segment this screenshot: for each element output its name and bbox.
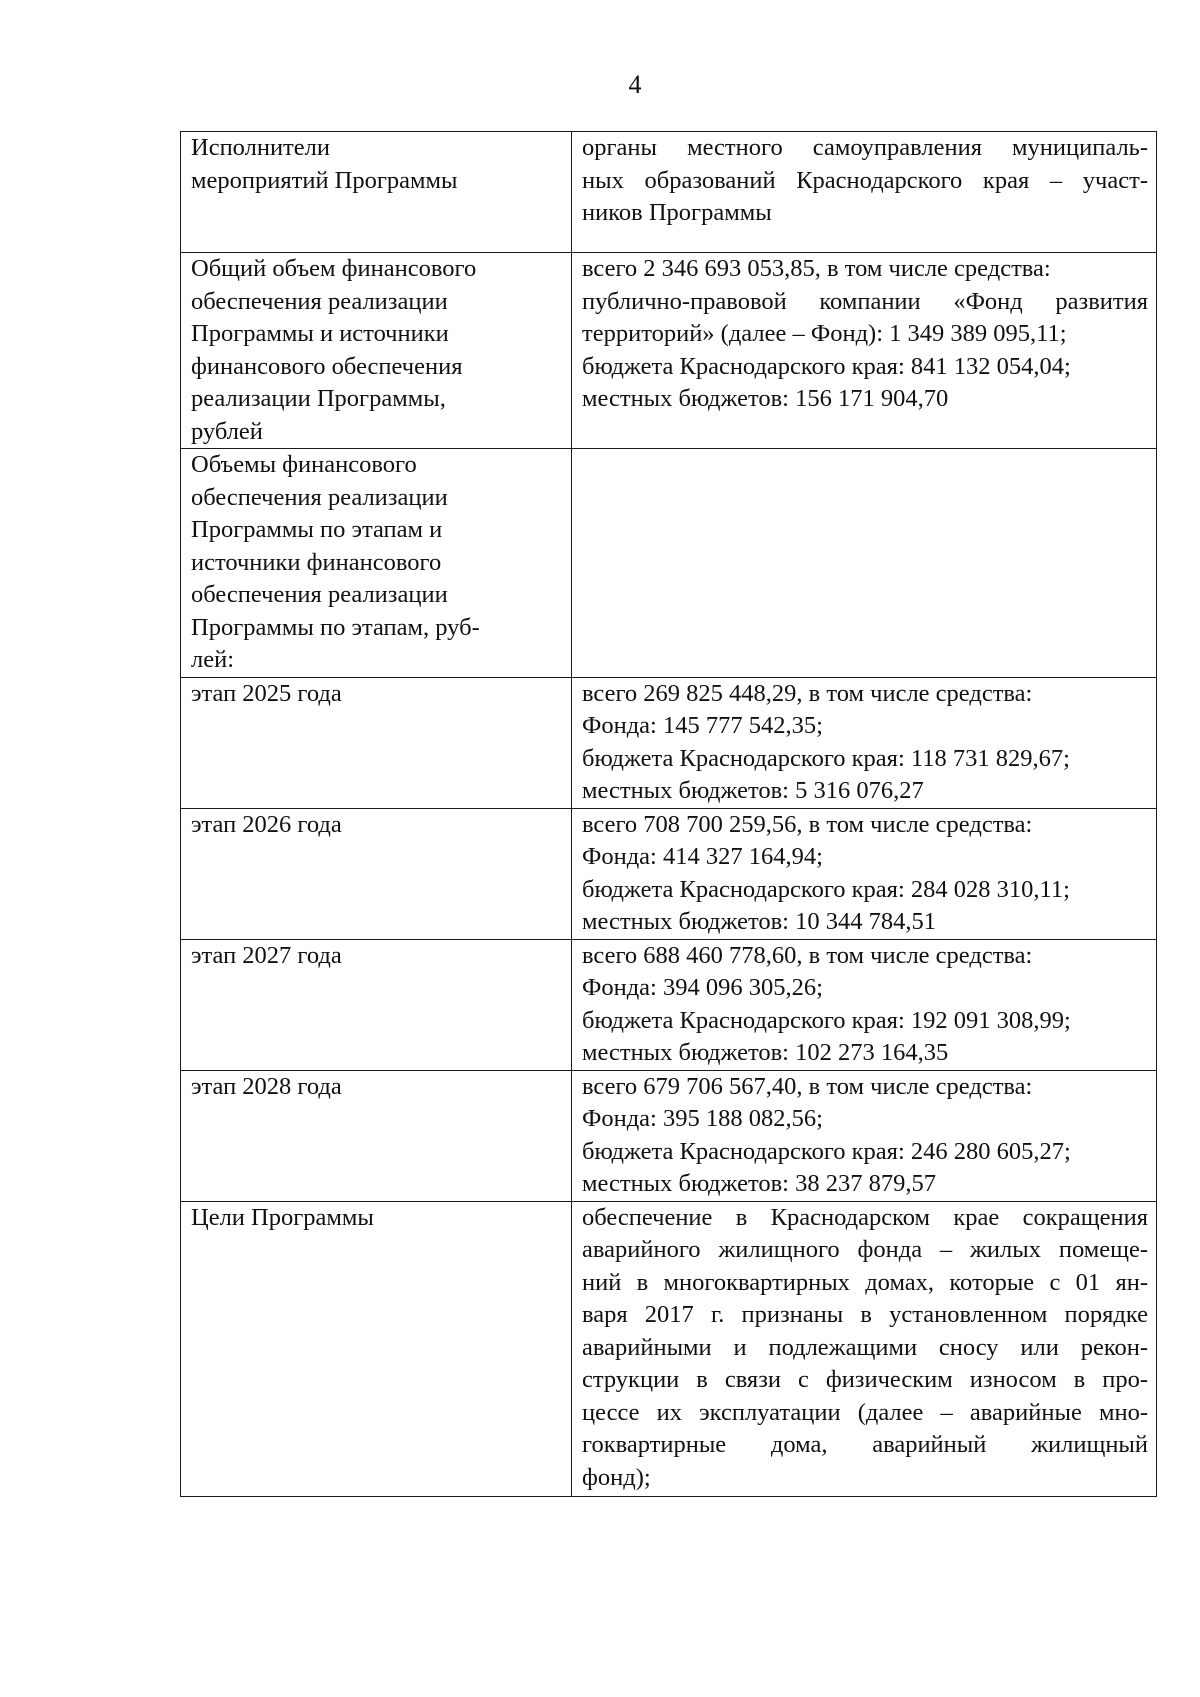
stages-heading-label-line: Объемы финансового (191, 451, 417, 478)
stage-2027-value-line: местных бюджетов: 102 273 164,35 (582, 1039, 949, 1066)
stage-2025-label: этап 2025 года (191, 679, 342, 707)
stage-2027-label: этап 2027 года (191, 941, 342, 969)
goals-value-line: аварийными и подлежащими сносу или рекон- (582, 1333, 1148, 1361)
total-financing-label-line: Программы и источники (191, 320, 449, 347)
total-financing-value-line: публично-правовой компании «Фонд развития (582, 287, 1148, 315)
stage-2028-label-cell (181, 1070, 572, 1201)
stage-2026-value-line: местных бюджетов: 10 344 784,51 (582, 908, 936, 935)
executors-label-cell (181, 132, 572, 253)
stage-2025-value-line: всего 269 825 448,29, в том числе средства: (582, 679, 1033, 707)
goals-value-line: варя 2017 г. признаны в установленном порядке (582, 1301, 1148, 1328)
stage-2026-value-line: всего 708 700 259,56, в том числе средства: (582, 810, 1033, 838)
goals-value-line: цессе их эксплуатации (далее – аварийные мно- (582, 1398, 1148, 1426)
stage-2028-value-cell (572, 1070, 1157, 1201)
goals-value-line: аварийного жилищного фонда – жилых помеще- (582, 1236, 1148, 1263)
total-financing-label-line: реализации Программы, (191, 385, 446, 412)
table-row-executors (181, 132, 1157, 253)
table-row-total-financing (181, 253, 1157, 449)
executors-value-cell (572, 132, 1157, 253)
stage-2025-value-line: Фонда: 145 777 542,35; (582, 712, 823, 739)
table-row-stages-heading (181, 449, 1157, 678)
program-passport-table (180, 131, 1157, 1497)
total-financing-value-line: бюджета Краснодарского края: 841 132 054,04; (582, 352, 1071, 380)
executors-label-line: Исполнители (191, 134, 330, 161)
stage-2028-label: этап 2028 года (191, 1072, 342, 1100)
goals-value-line: фонд); (582, 1463, 651, 1491)
total-financing-label-line: Общий объем финансового (191, 255, 477, 282)
stage-2027-value-cell (572, 939, 1157, 1070)
total-financing-value-line: местных бюджетов: 156 171 904,70 (582, 385, 949, 412)
stages-heading-label-line: лей: (191, 646, 235, 673)
total-financing-value-line: территорий» (далее – Фонд): 1 349 389 095,11; (582, 320, 1067, 347)
total-financing-value-cell (572, 253, 1157, 449)
executors-value-line: органы местного самоуправления муниципаль- (582, 134, 1148, 161)
goals-label-cell (181, 1201, 572, 1496)
stage-2026-label: этап 2026 года (191, 810, 342, 838)
stage-2026-label-cell (181, 808, 572, 939)
stage-2025-value-line: местных бюджетов: 5 316 076,27 (582, 777, 924, 804)
goals-value-line: обеспечение в Краснодарском крае сокращения (582, 1203, 1148, 1231)
total-financing-label-line: рублей (191, 417, 263, 445)
stage-2026-value-cell (572, 808, 1157, 939)
total-financing-label-line: обеспечения реализации (191, 287, 448, 315)
table-row-stage-2027 (181, 939, 1157, 1070)
total-financing-label-line: финансового обеспечения (191, 352, 463, 380)
stage-2028-value-line: всего 679 706 567,40, в том числе средства: (582, 1072, 1033, 1100)
stage-2028-value-line: Фонда: 395 188 082,56; (582, 1105, 823, 1132)
table-row-stage-2025 (181, 677, 1157, 808)
stage-2027-value-line: бюджета Краснодарского края: 192 091 308,99; (582, 1006, 1071, 1034)
goals-label: Цели Программы (191, 1203, 374, 1231)
goals-value-line: струкции в связи с физическим износом в про- (582, 1366, 1148, 1393)
stages-heading-label-line: обеспечения реализации (191, 483, 448, 511)
stage-2027-value-line: Фонда: 394 096 305,26; (582, 974, 823, 1001)
stage-2026-value-line: бюджета Краснодарского края: 284 028 310,11; (582, 875, 1070, 903)
executors-label-line: мероприятий Программы (191, 166, 458, 194)
total-financing-label-cell (181, 253, 572, 449)
table-row-goals (181, 1201, 1157, 1496)
executors-value-line: ников Программы (582, 199, 772, 226)
stage-2028-value-line: бюджета Краснодарского края: 246 280 605,27; (582, 1137, 1071, 1165)
stage-2025-value-cell (572, 677, 1157, 808)
table-row-stage-2028 (181, 1070, 1157, 1201)
page-number: 4 (628, 70, 642, 99)
table-row-stage-2026 (181, 808, 1157, 939)
stage-2027-value-line: всего 688 460 778,60, в том числе средства: (582, 941, 1033, 969)
stages-heading-label-cell (181, 449, 572, 678)
total-financing-value-line: всего 2 346 693 053,85, в том числе средства: (582, 255, 1051, 282)
stage-2026-value-line: Фонда: 414 327 164,94; (582, 843, 823, 870)
stage-2028-value-line: местных бюджетов: 38 237 879,57 (582, 1170, 936, 1197)
stages-heading-value-cell (572, 449, 1157, 678)
stage-2027-label-cell (181, 939, 572, 1070)
goals-value-line: гоквартирные дома, аварийный жилищный (582, 1431, 1148, 1458)
stage-2025-value-line: бюджета Краснодарского края: 118 731 829,67; (582, 744, 1070, 772)
stages-heading-label-line: Программы по этапам и (191, 516, 443, 543)
goals-value-line: ний в многоквартирных домах, которые с 01 ян- (582, 1268, 1148, 1296)
stages-heading-label-line: Программы по этапам, руб- (191, 613, 480, 641)
executors-value-line: ных образований Краснодарского края – участ- (582, 166, 1148, 194)
stage-2025-label-cell (181, 677, 572, 808)
stages-heading-label-line: источники финансового (191, 548, 442, 576)
stages-heading-label-line: обеспечения реализации (191, 581, 448, 608)
goals-value-cell (572, 1201, 1157, 1496)
